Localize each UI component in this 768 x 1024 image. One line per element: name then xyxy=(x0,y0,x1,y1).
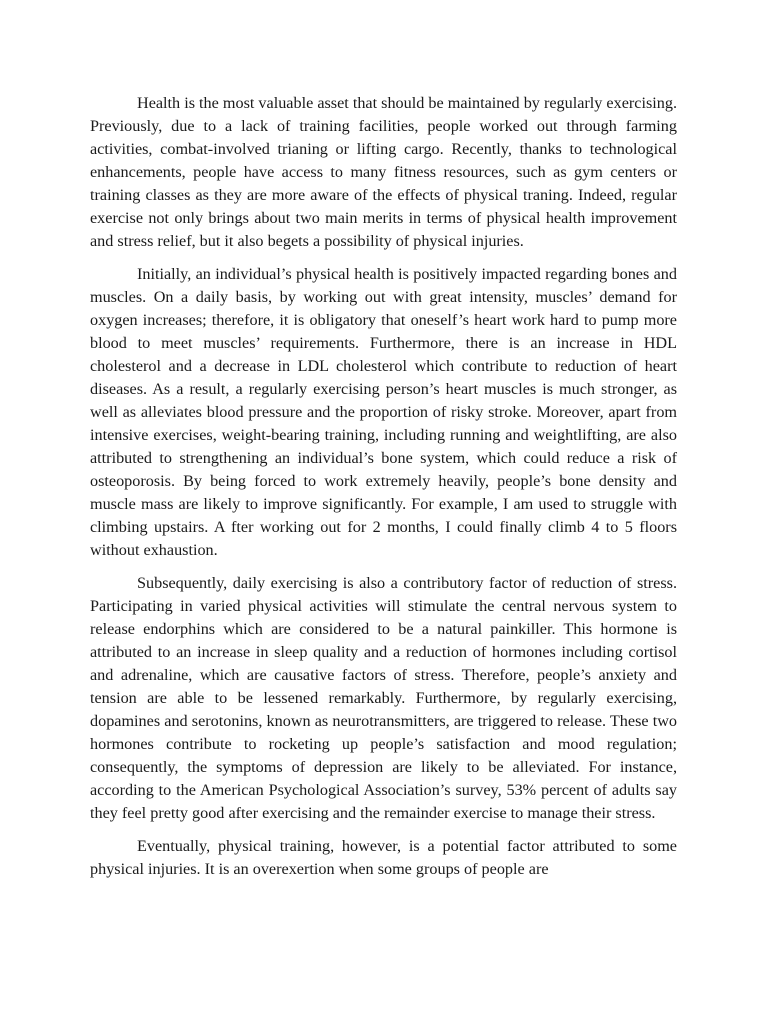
paragraph-physical-health: Initially, an individual’s physical health is positively impacted regarding bones and muscles. On a daily basis, by working out with great intensity, muscles’ demand for oxygen increases; therefore, it is obligatory that oneself’s heart work hard to pump more blood to meet muscles’ requirements. Furthermore, there is an increase in HDL cholesterol and a decrease in LDL cholesterol which contribute to reduction of heart diseases. As a result, a regularly exercising person’s heart muscles is much stronger, as well as alleviates blood pressure and the proportion of risky stroke. Moreover, apart from intensive exercises, weight-bearing training, including running and weightlifting, are also attributed to strengthening an individual’s bone system, which could reduce a risk of osteoporosis. By being forced to work extremely heavily, people’s bone density and muscle mass are likely to improve significantly. For example, I am used to struggle with climbing upstairs. A fter working out for 2 months, I could finally climb 4 to 5 floors without exhaustion. xyxy=(90,265,677,559)
document-page xyxy=(90,92,677,891)
paragraph-stress-reduction: Subsequently, daily exercising is also a contributory factor of reduction of stress. Participating in varied physical activities will stimulate the central nervous system to release endorphins which are considered to be a natural painkiller. This hormone is attributed to an increase in sleep quality and a reduction of hormones including cortisol and adrenaline, which are causative factors of stress. Therefore, people’s anxiety and tension are able to be lessened remarkably. Furthermore, by regularly exercising, dopamines and serotonins, known as neurotransmitters, are triggered to release. These two hormones contribute to rocketing up people’s satisfaction and mood regulation; consequently, the symptoms of depression are likely to be alleviated. For instance, according to the American Psychological Association’s survey, 53% percent of adults say they feel pretty good after exercising and the remainder exercise to manage their stress. xyxy=(90,574,677,822)
paragraph-intro: Health is the most valuable asset that should be maintained by regularly exercising. Previously, due to a lack of training facilities, people worked out through farming activities, combat-involved trianing or lifting cargo. Recently, thanks to technological enhancements, people have access to many fitness resources, such as gym centers or training classes as they are more aware of the effects of physical traning. Indeed, regular exercise not only brings about two main merits in terms of physical health improvement and stress relief, but it also begets a possibility of physical injuries. xyxy=(90,94,677,250)
paragraph-injuries: Eventually, physical training, however, is a potential factor attributed to some physical injuries. It is an overexertion when some groups of people are xyxy=(90,837,677,878)
